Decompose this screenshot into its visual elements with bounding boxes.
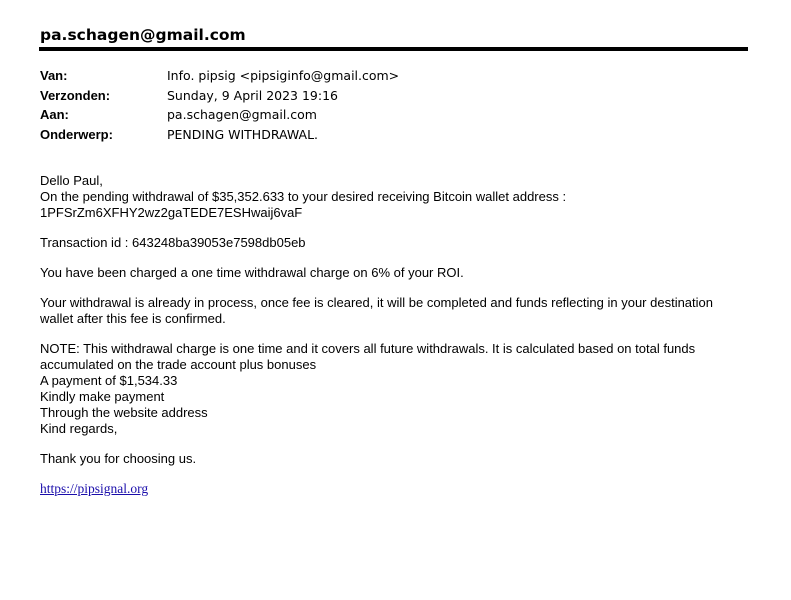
greeting: Dello Paul,	[40, 173, 103, 188]
process-line-1: Your withdrawal is already in process, once fee is cleared, it will be completed and funds reflecting in your destination	[40, 295, 713, 310]
subject-value: PENDING WITHDRAWAL.	[167, 126, 319, 142]
to-value: pa.schagen@gmail.com	[167, 107, 317, 122]
email-body	[40, 173, 755, 497]
spacer	[40, 467, 755, 481]
subject-row	[40, 125, 399, 145]
spacer	[40, 437, 755, 451]
to-row	[40, 105, 399, 125]
spacer	[40, 327, 755, 341]
to-label: Aan:	[40, 107, 69, 122]
email-headers	[40, 66, 399, 144]
process-line-2: wallet after this fee is confirmed.	[40, 311, 226, 326]
from-value: Info. pipsig <pipsiginfo@gmail.com>	[167, 68, 400, 83]
website-link[interactable]: https://pipsignal.org	[40, 481, 149, 496]
note-line-2: accumulated on the trade account plus bonuses	[40, 357, 317, 372]
sent-value: Sunday, 9 April 2023 19:16	[167, 87, 338, 103]
sent-row	[40, 86, 399, 106]
header-divider	[39, 47, 748, 51]
sent-label: Verzonden:	[40, 87, 111, 103]
spacer	[40, 221, 755, 235]
spacer	[40, 251, 755, 265]
account-email-title: pa.schagen@gmail.com	[40, 26, 246, 44]
through-line: Through the website address	[40, 405, 208, 420]
spacer	[40, 281, 755, 295]
thanks-line: Thank you for choosing us.	[40, 451, 197, 466]
subject-label: Onderwerp:	[40, 126, 113, 142]
kindly-line: Kindly make payment	[40, 389, 165, 404]
note-line-1: NOTE: This withdrawal charge is one time and it covers all future withdrawals. It is calculated based on total funds	[40, 341, 696, 356]
from-label: Van:	[40, 68, 68, 83]
transaction-id: Transaction id : 643248ba39053e7598db05eb	[40, 235, 306, 250]
wallet-address: 1PFSrZm6XFHY2wz2gaTEDE7ESHwaij6vaF	[40, 205, 303, 220]
withdrawal-line: On the pending withdrawal of $35,352.633 to your desired receiving Bitcoin wallet address :	[40, 189, 567, 204]
from-row	[40, 66, 399, 86]
regards-line: Kind regards,	[40, 421, 118, 436]
payment-line: A payment of $1,534.33	[40, 373, 178, 388]
charge-line: You have been charged a one time withdrawal charge on 6% of your ROI.	[40, 265, 464, 280]
